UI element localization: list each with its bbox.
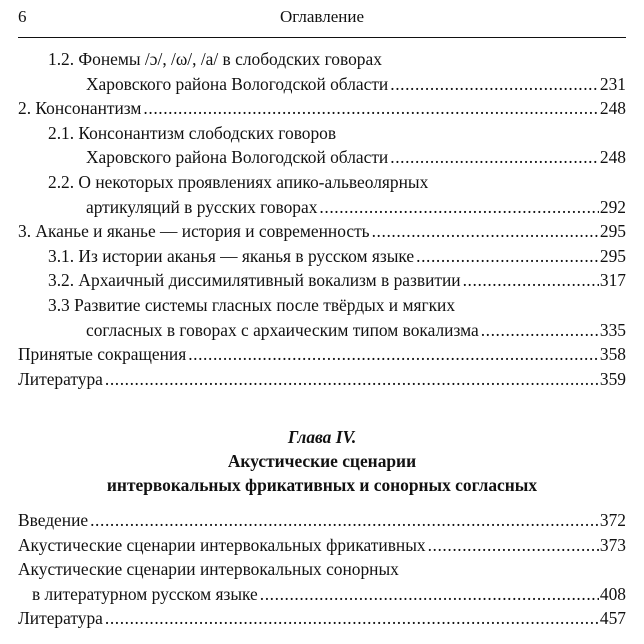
toc-entry-abbreviations	[18, 342, 626, 367]
toc-page-number: 335	[599, 319, 626, 340]
toc-entry-text: 3.1. Из истории аканья — яканья в русском языке	[48, 245, 415, 266]
toc-entry-1-2	[18, 47, 626, 96]
chapter-heading	[18, 425, 626, 498]
dot-leader	[416, 244, 599, 269]
toc-entry-3	[18, 219, 626, 244]
toc-entry-text: Литература	[18, 608, 103, 629]
toc-entry-2-1	[18, 121, 626, 170]
dot-leader	[143, 96, 598, 121]
dot-leader	[319, 195, 598, 220]
toc-entry-text: согласных в говорах с архаическим типом вокализма	[86, 319, 479, 340]
page-number: 6	[18, 7, 27, 26]
toc-entry-text: 2.1. Консонантизм слободских говоров	[48, 122, 337, 143]
toc-page-number: 358	[599, 344, 626, 365]
dot-leader	[260, 582, 599, 607]
toc-entry-text: 3.3 Развитие системы гласных после твёрдых и мягких	[48, 294, 456, 315]
toc-entry-text: Введение	[18, 510, 89, 530]
toc-page-number: 372	[599, 510, 626, 530]
toc-page-number: 457	[599, 608, 626, 629]
dot-leader	[463, 268, 599, 293]
toc-page-number: 295	[599, 245, 626, 266]
dot-leader	[481, 318, 599, 343]
toc-upper	[18, 47, 626, 391]
toc-entry-3-2	[18, 268, 626, 293]
toc-entry-text: артикуляций в русских говорах	[86, 196, 318, 217]
chapter-title-line2: интервокальных фрикативных и сонорных согласных	[106, 475, 538, 496]
toc-entry-2-2	[18, 170, 626, 219]
toc-entry-text: Акустические сценарии интервокальных фрикативных	[18, 534, 426, 555]
toc-entry-literature	[18, 367, 626, 392]
toc-entry-text: Акустические сценарии интервокальных сонорных	[18, 559, 399, 580]
toc-entry-3-1	[18, 244, 626, 269]
dot-leader	[428, 533, 599, 558]
dot-leader	[188, 342, 599, 367]
header-rule	[18, 37, 626, 38]
toc-entry-text: 3.2. Архаичный диссимилятивный вокализм в развитии	[48, 270, 461, 291]
dot-leader	[390, 145, 599, 170]
toc-page-number: 295	[599, 221, 626, 242]
toc-entry-text: Харовского района Вологодской области	[86, 73, 389, 94]
toc-entry-text: в литературном русском языке	[32, 583, 258, 604]
toc-entry-introduction	[18, 508, 626, 533]
toc-entry-fricatives	[18, 533, 626, 558]
dot-leader	[105, 367, 599, 392]
running-title: Оглавление	[280, 7, 364, 26]
toc-page-number: 317	[599, 270, 626, 291]
toc-page-number: 248	[599, 147, 626, 168]
dot-leader	[105, 606, 599, 631]
toc-entry-sonorants	[18, 557, 626, 606]
toc-entry-text: 2.2. О некоторых проявлениях апико-альвеолярных	[48, 171, 429, 192]
toc-entry-text: 1.2. Фонемы /ɔ/, /ω/, /a/ в слободских говорах	[48, 49, 382, 69]
toc-entry-literature-2	[18, 606, 626, 631]
toc-page-number: 231	[599, 73, 626, 94]
dot-leader	[90, 508, 599, 533]
toc-lower	[18, 508, 626, 631]
toc-page-number: 292	[599, 196, 626, 217]
toc-page-number: 408	[599, 583, 626, 604]
toc-entry-text: Принятые сокращения	[18, 344, 187, 365]
toc-entry-text: 3. Аканье и яканье — история и современность	[18, 221, 370, 242]
toc-page-number: 248	[599, 98, 626, 119]
toc-page-number: 373	[599, 534, 626, 555]
toc-entry-text: Литература	[18, 368, 103, 389]
chapter-title-line1: Акустические сценарии	[227, 451, 417, 472]
dot-leader	[390, 72, 599, 97]
toc-page-number: 359	[599, 368, 626, 389]
toc-entry-3-3	[18, 293, 626, 342]
toc-entry-text: Харовского района Вологодской области	[86, 147, 389, 168]
toc-entry-2	[18, 96, 626, 121]
chapter-label: Глава IV.	[287, 427, 357, 447]
toc-entry-text: 2. Консонантизм	[18, 98, 142, 119]
dot-leader	[372, 219, 599, 244]
